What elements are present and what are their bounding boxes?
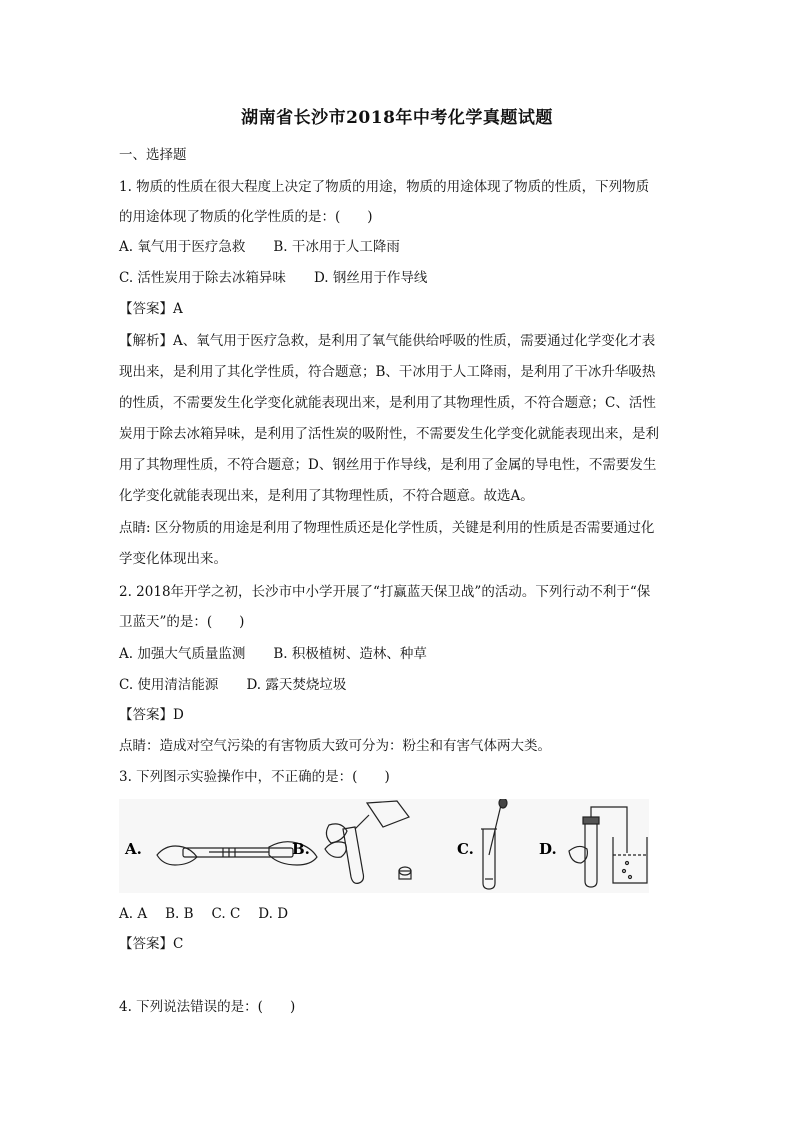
q2-options-row-1: [119, 644, 679, 664]
q3-option-d: D. D: [258, 906, 289, 922]
q1-analysis-line-1: 【解析】A、氧气用于医疗急救，是利用了氧气能供给呼吸的性质，需要通过化学变化才表: [119, 333, 656, 349]
q3-options-row: [119, 904, 679, 924]
figure-label-b: B.: [292, 840, 310, 858]
q4-stem: 4. 下列说法错误的是：( ): [119, 999, 296, 1015]
lab-operations-figure: [119, 799, 649, 893]
q2-answer: 【答案】D: [119, 707, 184, 723]
q2-option-a: A. 加强大气质量监测: [119, 646, 246, 662]
q1-options-row-2: [119, 268, 679, 288]
figure-label-a: A.: [125, 840, 142, 858]
q3-stem: 3. 下列图示实验操作中，不正确的是：( ): [119, 769, 390, 785]
q1-analysis-line-4: 炭用于除去冰箱异味，是利用了活性炭的吸附性，不需要发生化学变化就能表现出来，是利: [119, 426, 659, 442]
q1-option-a: A. 氧气用于医疗急救: [119, 239, 246, 255]
q3-option-a: A. A: [119, 906, 148, 922]
q1-analysis-line-2: 现出来，是利用了其化学性质，符合题意；B、干冰用于人工降雨，是利用了干冰升华吸热: [119, 364, 656, 380]
q1-options-row-1: [119, 237, 679, 257]
q1-option-c: C. 活性炭用于除去冰箱异味: [119, 270, 286, 286]
page-title: 湖南省长沙市2018年中考化学真题试题: [241, 108, 553, 128]
q1-stem-line-2: 的用途体现了物质的化学性质的是：( ): [119, 209, 373, 225]
q2-option-c: C. 使用清洁能源: [119, 677, 219, 693]
q1-option-d: D. 钢丝用于作导线: [313, 270, 428, 286]
q3-answer: 【答案】C: [119, 936, 184, 952]
q2-stem-line-2: 卫蓝天”的是：( ): [119, 614, 245, 630]
q2-options-row-2: [119, 675, 679, 695]
q2-stem-line-1: 2. 2018年开学之初，长沙市中小学开展了“打赢蓝天保卫战”的活动。下列行动不利于“保: [119, 584, 651, 600]
q1-answer: 【答案】A: [119, 301, 183, 317]
q1-analysis-line-5: 用了其物理性质，不符合题意；D、钢丝用于作导线，是利用了金属的导电性，不需要发生: [119, 457, 657, 473]
q1-option-b: B. 干冰用于人工降雨: [273, 239, 400, 255]
q2-option-b: B. 积极植树、造林、种草: [273, 646, 427, 662]
figure-label-d: D.: [539, 840, 557, 858]
q1-analysis-line-3: 的性质，不需要发生化学变化就能表现出来，是利用了其物理性质，不符合题意；C、活性: [119, 395, 656, 411]
q1-tip-line-1: 点睛: 区分物质的用途是利用了物理性质还是化学性质，关键是利用的性质是否需要通过化: [119, 520, 655, 536]
q3-option-c: C. C: [211, 906, 241, 922]
q1-tip-line-2: 学变化体现出来。: [119, 551, 227, 567]
q3-option-b: B. B: [165, 906, 194, 922]
q1-stem-line-1: 1. 物质的性质在很大程度上决定了物质的用途，物质的用途体现了物质的性质，下列物质: [119, 179, 650, 195]
section-heading: 一、选择题: [119, 147, 187, 163]
q1-analysis-line-6: 化学变化就能表现出来，是利用了其物理性质，不符合题意。故选A。: [119, 488, 534, 504]
q2-tip: 点睛：造成对空气污染的有害物质大致可分为：粉尘和有害气体两大类。: [119, 738, 551, 754]
figure-label-c: C.: [457, 840, 474, 858]
q2-option-d: D. 露天焚烧垃圾: [246, 677, 347, 693]
